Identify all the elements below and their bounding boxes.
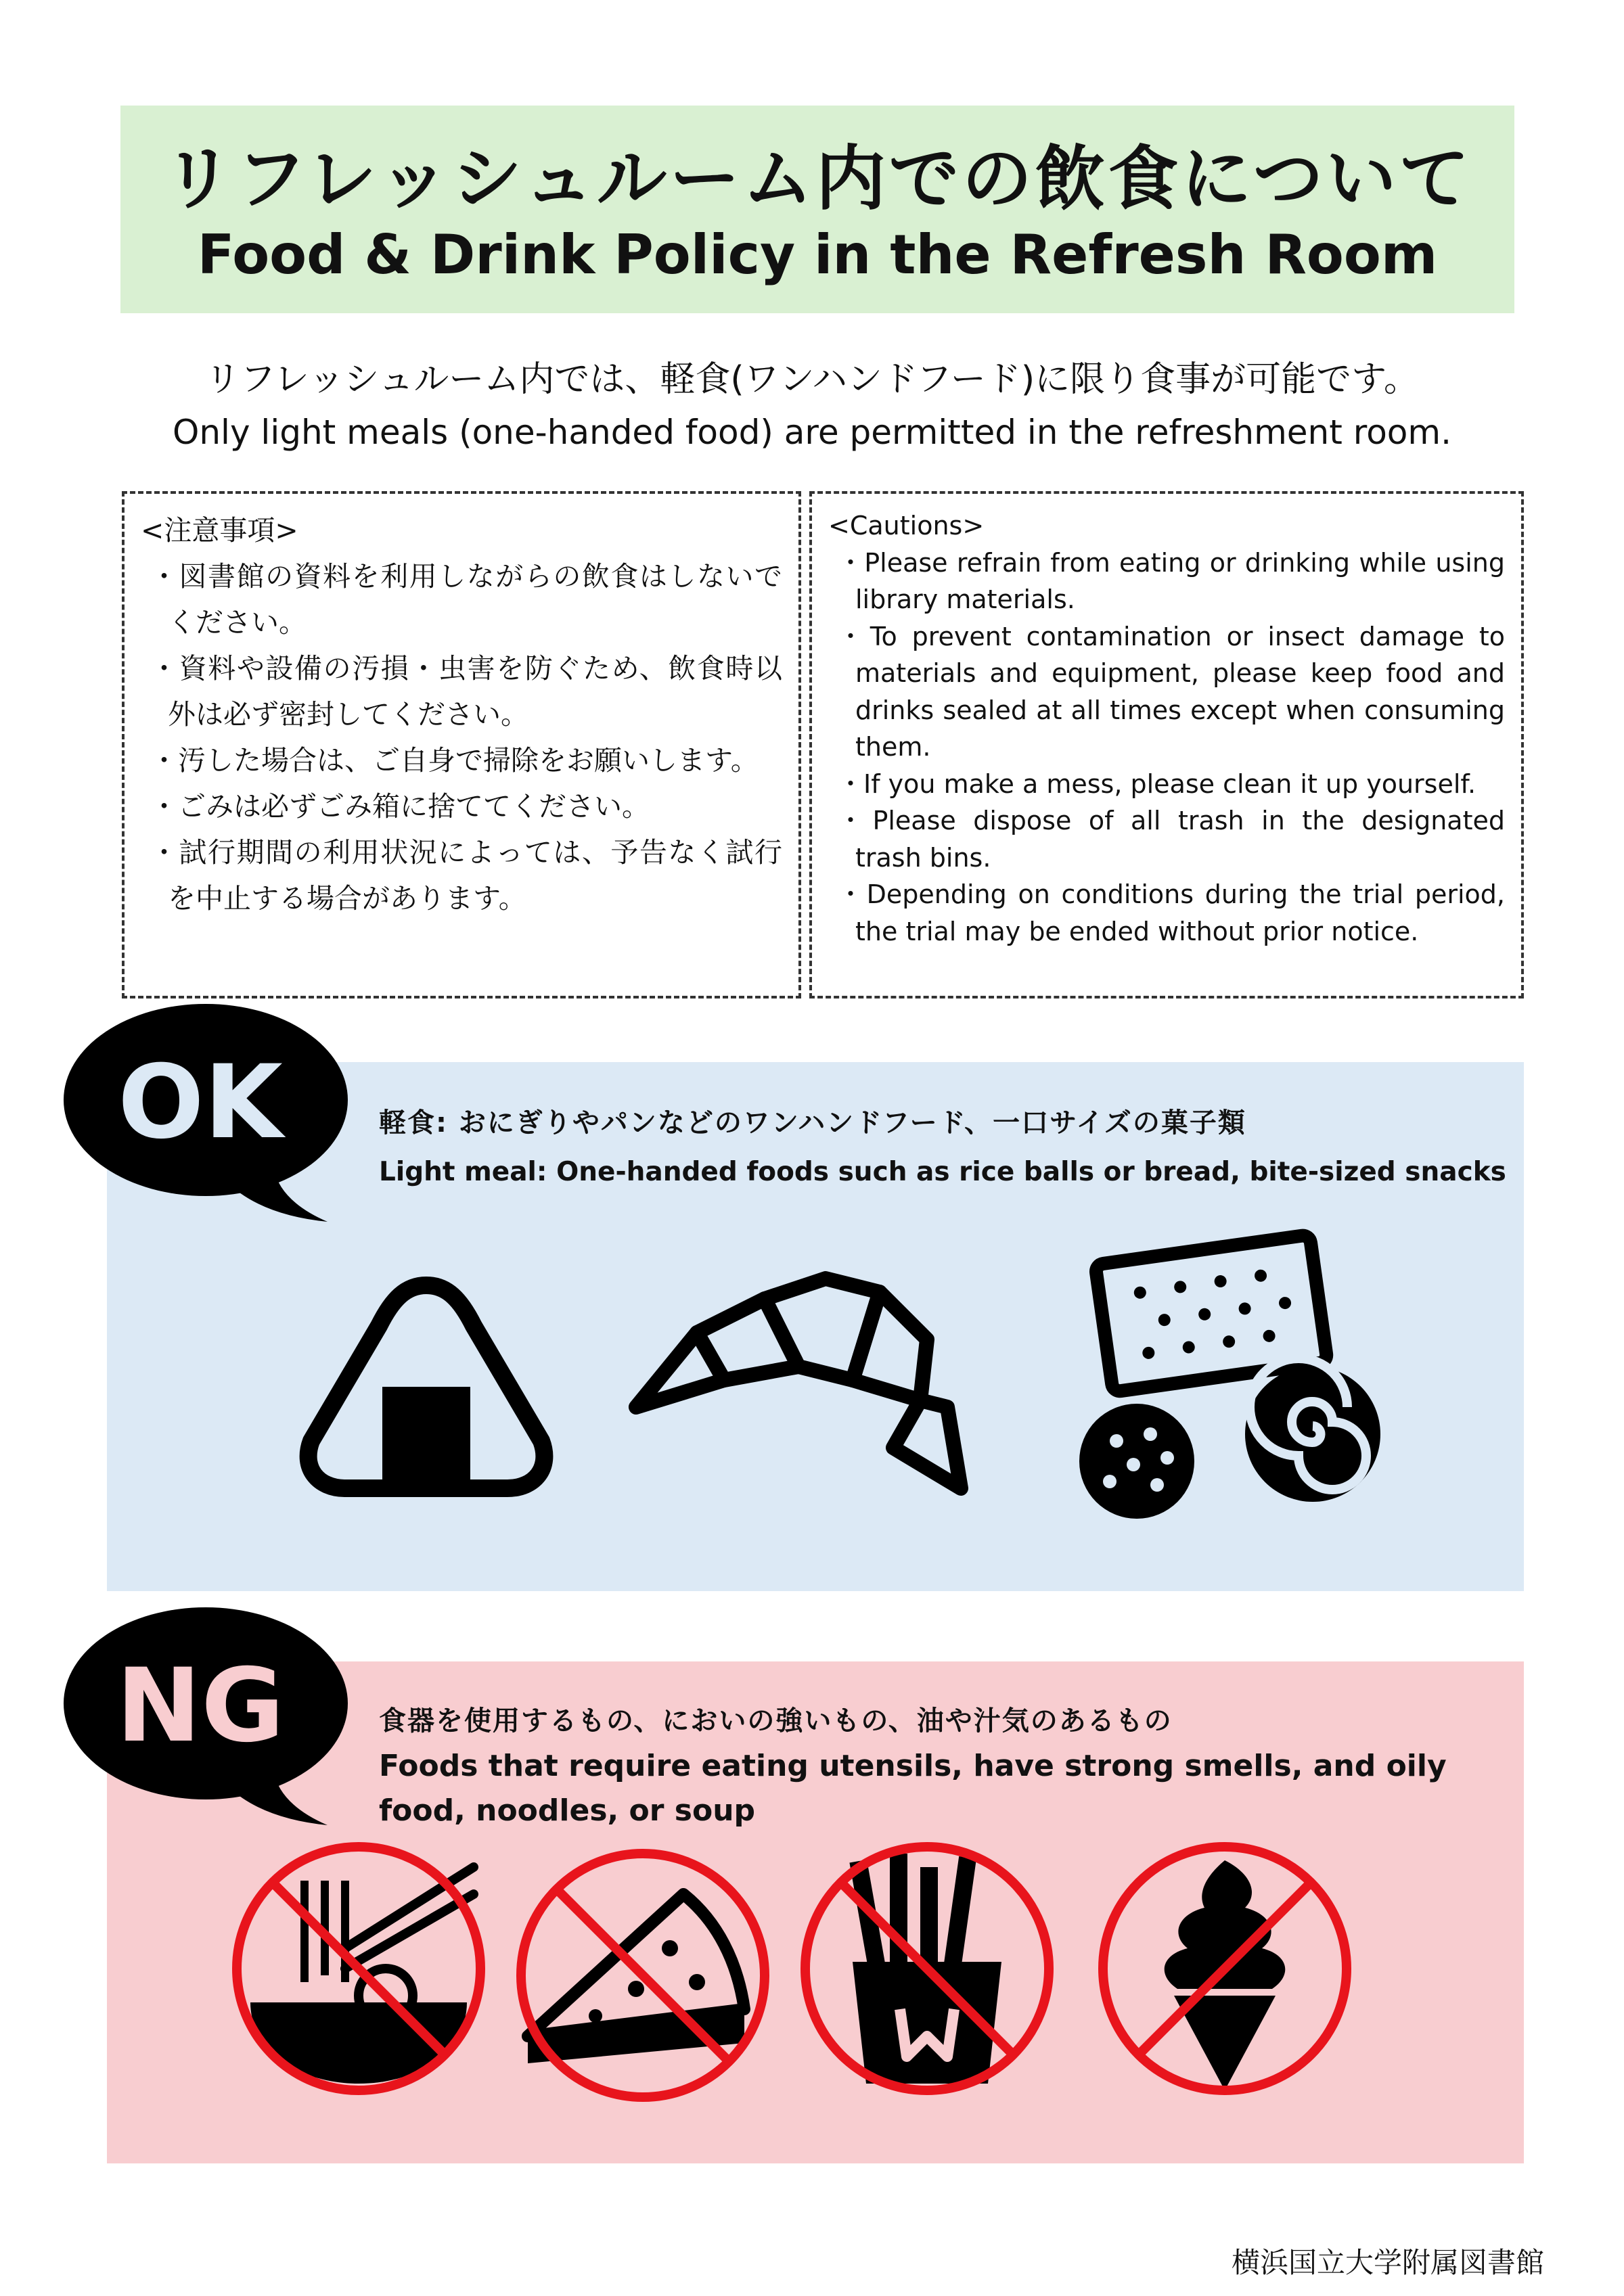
ng-speech-bubble-icon xyxy=(57,1602,368,1832)
footer-organization: 横浜国立大学附属図書館 xyxy=(1231,2246,1544,2279)
ok-description-jp: 軽食: おにぎりやパンなどのワンハンドフード、一口サイズの菓子類 xyxy=(379,1107,1246,1139)
caution-item-jp: ・ 資料や設備の汚損・虫害を防ぐため、飲食時以外は必ず密封してください。 xyxy=(141,645,782,737)
intro-text-en: Only light meals (one-handed food) are permitted in the refreshment room. xyxy=(173,413,1451,452)
ng-description-en: Foods that require eating utensils, have strong smells, and oily food, noodles, or soup xyxy=(379,1749,1447,1828)
caution-item-jp: ・ 汚した場合は、ご自身で掃除をお願いします。 xyxy=(141,737,782,783)
caution-item-en: ・ Please refrain from eating or drinking while using library materials. xyxy=(828,545,1505,618)
caution-item-jp: ・ ごみは必ずごみ箱に捨ててください。 xyxy=(141,783,782,829)
snacks-icon xyxy=(1056,1218,1394,1536)
cautions-box-jp xyxy=(122,491,801,998)
ok-speech-bubble-icon xyxy=(57,998,368,1229)
cautions-heading-en: <Cautions> xyxy=(828,511,985,541)
caution-item-jp: ・ 図書館の資料を利用しながらの飲食はしないでください。 xyxy=(141,553,782,645)
page-title-en: Food & Drink Policy in the Refresh Room xyxy=(197,223,1438,286)
caution-item-en: ・ Depending on conditions during the trial period, the trial may be ended without prior notice. xyxy=(828,876,1505,950)
ok-description-en: Light meal: One-handed foods such as rice balls or bread, bite-sized snacks xyxy=(379,1157,1506,1187)
noodle-bowl-icon xyxy=(230,1840,487,2097)
caution-item-en: ・ To prevent contamination or insect damage to materials and equipment, please keep food and drinks sealed at all times except when consuming them. xyxy=(828,618,1505,766)
caution-item-en: ・ If you make a mess, please clean it up yourself. xyxy=(828,766,1505,803)
caution-item-en: ・ Please dispose of all trash in the designated trash bins. xyxy=(828,802,1505,876)
page-title-jp: リフレッシュルーム内での飲食について xyxy=(162,137,1472,220)
onigiri-icon xyxy=(291,1272,562,1502)
ng-description-jp: 食器を使用するもの、においの強いもの、油や汁気のあるもの xyxy=(379,1705,1173,1737)
ok-badge-text: OK xyxy=(118,1044,283,1162)
cautions-box-en xyxy=(809,491,1524,998)
intro-text-jp: リフレッシュルーム内では、軽食(ワンハンドフード)に限り食事が可能です。 xyxy=(204,359,1419,400)
caution-item-jp: ・ 試行期間の利用状況によっては、予告なく試行を中止する場合があります。 xyxy=(141,829,782,921)
ng-badge-text: NG xyxy=(116,1647,285,1765)
cautions-heading-jp: <注意事項> xyxy=(141,514,298,547)
french-fries-icon xyxy=(798,1840,1056,2097)
soft-serve-icon xyxy=(1096,1840,1353,2097)
croissant-icon xyxy=(623,1265,974,1536)
pizza-icon xyxy=(514,1847,771,2104)
